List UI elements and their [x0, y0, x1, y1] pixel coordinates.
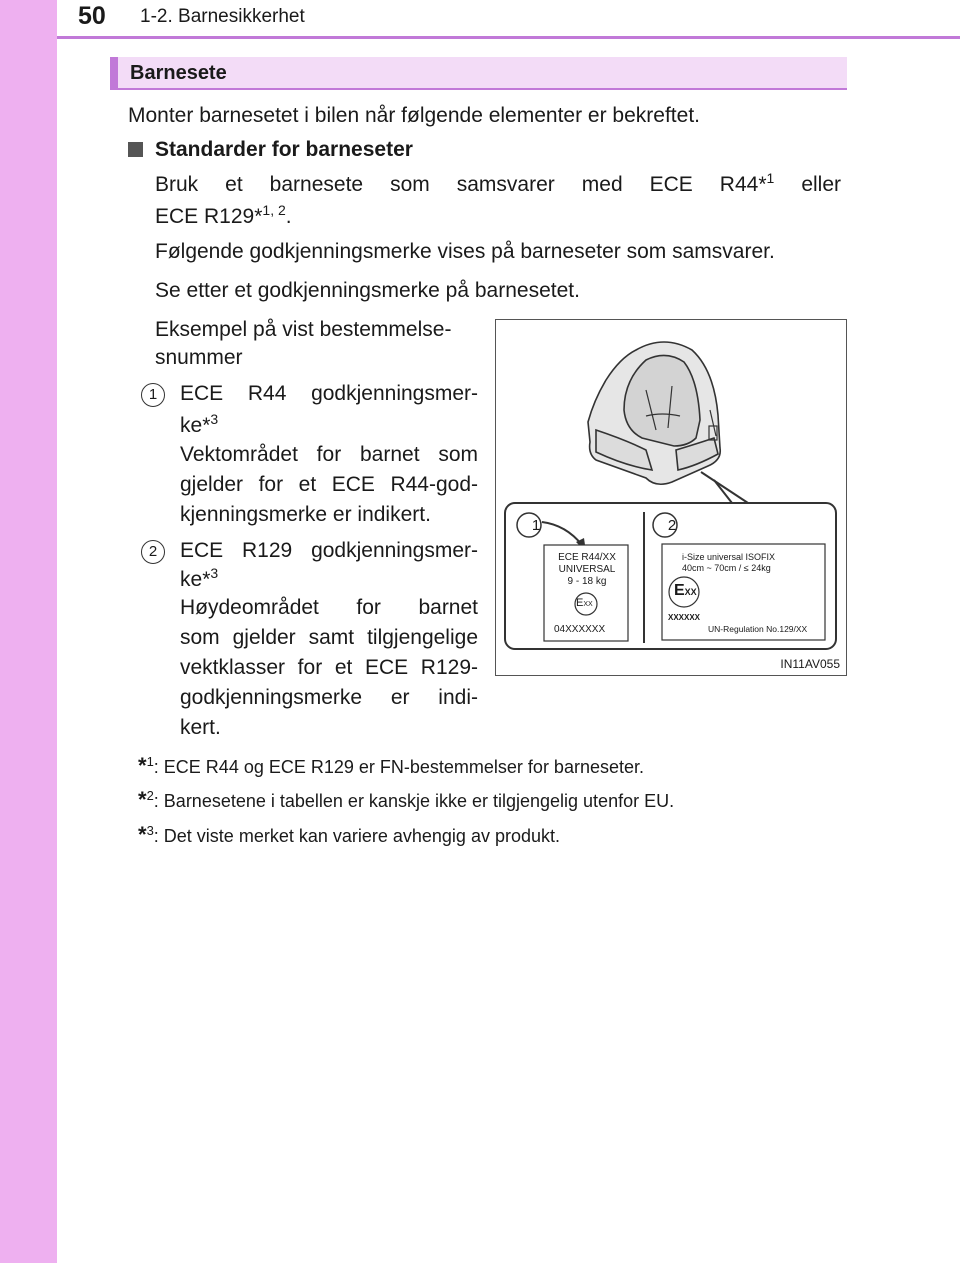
figure-label-2: 2 [667, 517, 677, 534]
item-number-2: 2 [141, 540, 165, 564]
r44-number: 04XXXXXX [554, 624, 606, 635]
r129-e-mark: EXX [674, 582, 697, 599]
item1-desc-line1: Vektområdet for barnet som [180, 443, 478, 466]
item1-title-line1: ECE R44 godkjenningsmer- [180, 382, 478, 405]
example-line1: Eksempel på vist bestemmelse- [155, 318, 452, 341]
item2-title-line2: ke*$^3$ [180, 565, 219, 591]
standards-para3: Se etter et godkjenningsmerke på barnesetet. [155, 279, 580, 302]
chapter-title: 1-2. Barnesikkerhet [140, 6, 305, 27]
item2-desc-line2: som gjelder samt tilgjengelige [180, 626, 478, 649]
header-divider [57, 36, 960, 39]
footnote-3: *$^3$: Det viste merket kan variere avhengig av produkt. [138, 822, 560, 847]
bullet-square-icon [128, 142, 143, 157]
section-title: Barnesete [130, 62, 227, 84]
section-accent [110, 57, 118, 88]
r44-e-mark: EXX [576, 597, 593, 609]
example-line2: snummer [155, 346, 243, 369]
r44-line1: ECE R44/XX [558, 552, 616, 563]
footnote-1: *$^1$: ECE R44 og ECE R129 er FN-bestemmelser for barneseter. [138, 753, 644, 778]
figure-label-1: 1 [531, 517, 541, 534]
item-number-1: 1 [141, 383, 165, 407]
standards-heading: Standarder for barneseter [155, 138, 413, 161]
r129-line1: i-Size universal ISOFIX [682, 552, 776, 562]
page-number: 50 [78, 2, 106, 30]
intro-text: Monter barnesetet i bilen når følgende elementer er bekreftet. [128, 104, 700, 127]
r44-label-text [546, 552, 628, 588]
standards-para2: Følgende godkjenningsmerke vises på barneseter som samsvarer. [155, 240, 775, 263]
r129-number: XXXXXX [668, 613, 701, 622]
item1-desc-line3: kjenningsmerke er indikert. [180, 503, 431, 526]
standards-line2: ECE R129*$^{1, 2}$. [155, 202, 292, 228]
approval-mark-figure [495, 319, 847, 676]
item2-desc-line5: kert. [180, 716, 221, 739]
item1-desc-line2: gjelder for et ECE R44-god- [180, 473, 478, 496]
section-header [110, 57, 847, 90]
figure-code: IN11AV055 [780, 657, 840, 671]
r44-line3: 9 - 18 kg [567, 576, 607, 587]
r129-line2: 40cm ~ 70cm / ≤ 24kg [682, 563, 771, 573]
item2-desc-line1: Høydeområdet for barnet [180, 596, 478, 619]
item1-title-line2: ke*$^3$ [180, 411, 219, 437]
item2-title-line1: ECE R129 godkjenningsmer- [180, 539, 478, 562]
item2-desc-line4: godkjenningsmerke er indi- [180, 686, 478, 709]
r129-regulation: UN-Regulation No.129/XX [708, 624, 808, 634]
footnote-2: *$^2$: Barnesetene i tabellen er kanskje ikke er tilgjengelig utenfor EU. [138, 787, 675, 812]
item2-desc-line3: vektklasser for et ECE R129- [180, 656, 478, 679]
r44-line2: UNIVERSAL [558, 564, 616, 575]
standards-line1: Bruk et barnesete som samsvarer med ECE R44*$^1$ eller [155, 170, 841, 196]
r129-label-text [682, 552, 775, 574]
page-sidebar [0, 0, 57, 1263]
